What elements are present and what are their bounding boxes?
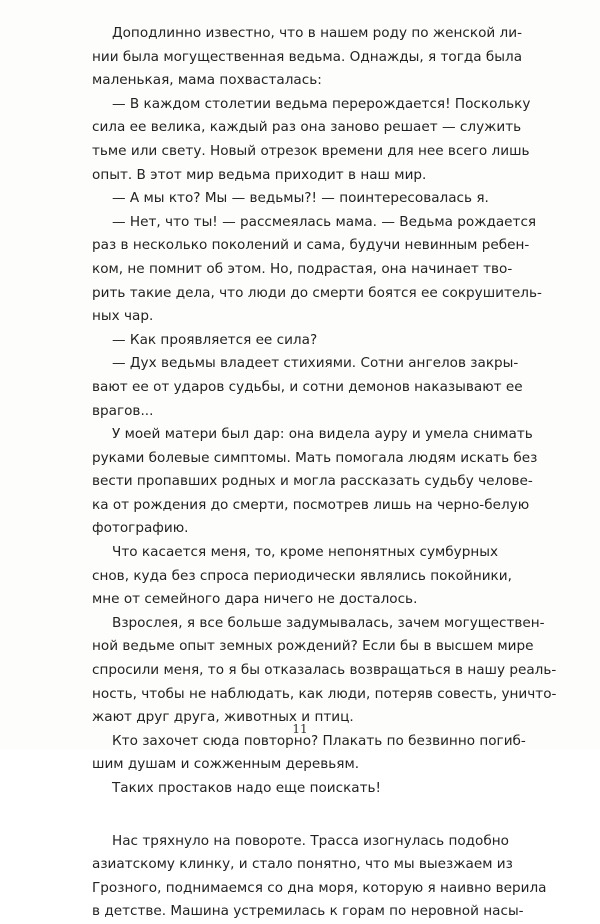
text-line: ком, не помнит об этом. Но, подрастая, она начинает тво- (92, 260, 513, 277)
text-line: Нас тряхнуло на повороте. Трасса изогнулась подобно (112, 832, 509, 849)
text-line: рить такие дела, что люди до смерти боятся ее сокрушитель- (92, 284, 542, 301)
text-line: ность, чтобы не наблюдать, как люди, потеряв совесть, уничто- (92, 685, 557, 702)
text-line: в детстве. Машина устремилась к горам по неровной насы- (92, 903, 524, 920)
text-line: — А мы кто? Мы — ведьмы?! — поинтересовалась я. (112, 190, 489, 207)
text-line: врагов... (92, 402, 154, 419)
text-line: шим душам и сожженным деревьям. (92, 756, 360, 773)
text-line: Что касается меня, то, кроме непонятных сумбурных (112, 544, 498, 561)
text-line: маленькая, мама похвасталась: (92, 72, 322, 89)
text-line: снов, куда без спроса периодически являлись покойники, (92, 567, 512, 584)
text-line: — Дух ведьмы владеет стихиями. Сотни ангелов закры- (112, 355, 519, 372)
text-line: — Как проявляется ее сила? (112, 331, 318, 348)
text-line: У моей матери был дар: она видела ауру и умела снимать (112, 426, 533, 443)
text-line: Грозного, поднимаемся со дна моря, которую я наивно верила (92, 879, 547, 896)
text-line: вести пропавших родных и могла рассказать судьбу челове- (92, 473, 533, 490)
text-section-1 (92, 22, 557, 801)
text-line: ной ведьме опыт земных рождений? Если бы в высшем мире (92, 638, 534, 655)
text-line: руками болевые симптомы. Мать помогала людям искать без (92, 449, 538, 466)
text-line: азиатскому клинку, и стало понятно, что мы выезжаем из (92, 856, 513, 873)
text-line: сила ее велика, каждый раз она заново решает — служить (92, 119, 522, 136)
text-line: мне от семейного дара ничего не досталось. (92, 591, 418, 608)
page-number: 11 (292, 722, 308, 736)
text-line: нии была могущественная ведьма. Однажды, я тогда была (92, 48, 523, 65)
text-line: ка от рождения до смерти, посмотрев лишь на черно-белую (92, 496, 530, 513)
text-line: Взрослея, я все больше задумывалась, зачем могуществен- (112, 614, 545, 631)
text-line: Кто захочет сюда повторно? Плакать по безвинно погиб- (112, 732, 526, 749)
text-line: тьме или свету. Новый отрезок времени для нее всего лишь (92, 142, 530, 159)
text-line: спросили меня, то я бы отказалась возвращаться в нашу реаль- (92, 662, 557, 679)
text-line: опыт. В этот мир ведьма приходит в наш мир. (92, 166, 427, 183)
text-line: жают друг друга, животных и птиц. (92, 709, 354, 726)
text-line: Таких простаков надо еще поискать! (112, 780, 382, 796)
text-line: — В каждом столетии ведьма перерождается! Поскольку (112, 95, 531, 112)
page-text (92, 22, 557, 924)
text-line: ных чар. (92, 308, 154, 325)
text-line: — Нет, что ты! — рассмеялась мама. — Ведьма рождается (112, 213, 537, 230)
text-line: Доподлинно известно, что в нашем роду по женской ли- (112, 25, 522, 41)
text-line: фотографию. (92, 520, 189, 537)
text-line: вают ее от ударов судьбы, и сотни демонов наказывают ее (92, 378, 523, 395)
section-break (92, 801, 498, 830)
text-section-2 (92, 830, 547, 924)
text-line: раз в несколько поколений и сама, будучи невинным ребен- (92, 237, 530, 254)
